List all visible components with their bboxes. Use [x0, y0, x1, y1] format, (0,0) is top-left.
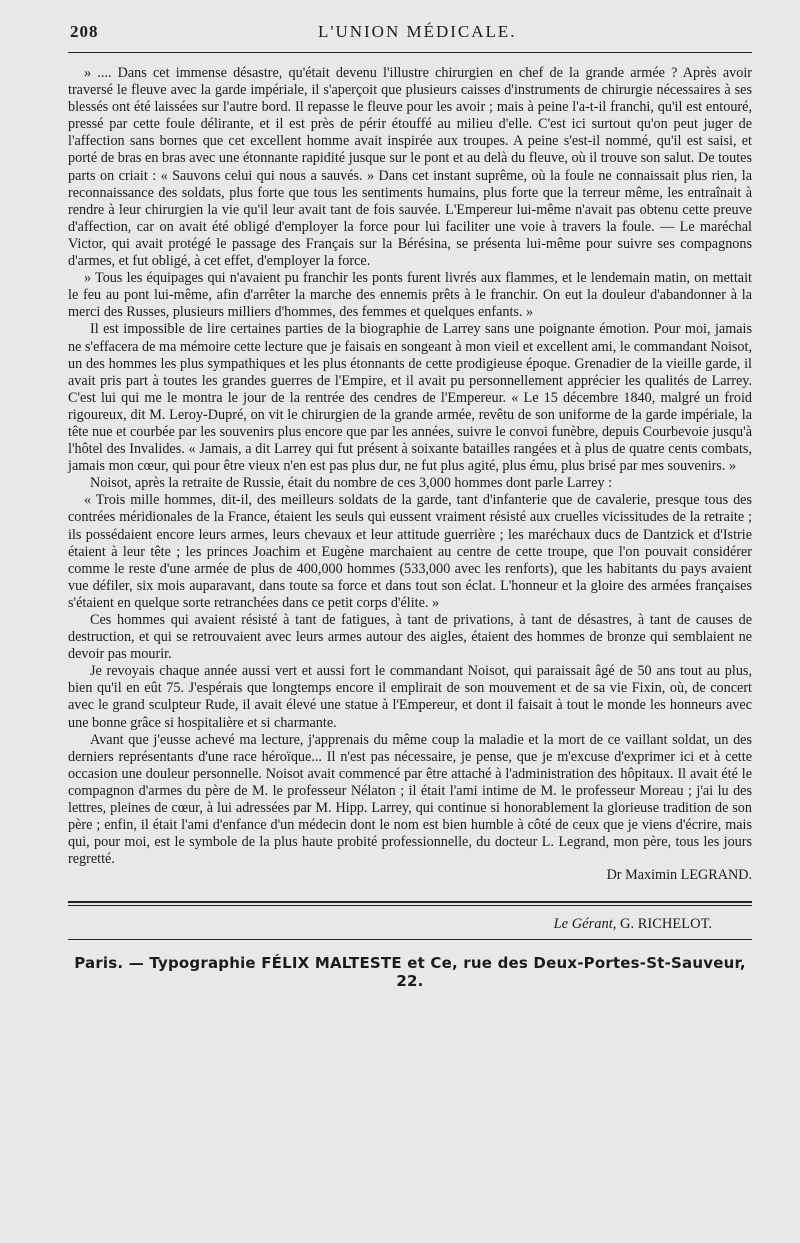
paragraph-trois-mille: « Trois mille hommes, dit-il, des meilleurs soldats de la garde, tant d'infanterie que de cavalerie, presque tous des contrées méridionales de la France, étaient les seuls qui eussent vraiment résisté aux cruelles vicissitudes de la retraite ; ils possédaient encore leurs armes, leurs chevaux et leur attitude guerrière ; les maréchaux ducs de Dantzick et d'Istrie étaient à leur tête ; les princes Joachim et Eugène marchaient au centre de cette troupe, que l'on pouvait considérer comme le reste d'une armée de plus de 400,000 hommes (533,000 avec les renforts), que les habitants du pays avaient vue défiler, six mois auparavant, dans toute sa force et dans tout son éclat. L'honneur et la gloire des armées françaises s'étaient en quelque sorte retranchées dans ce petit corps d'élite. »: [68, 492, 752, 611]
paragraph-mort: Avant que j'eusse achevé ma lecture, j'apprenais du même coup la maladie et la mort de ce vaillant soldat, un des derniers représentants d'une race héroïque... Il n'est pas nécessaire, je pense, que je m'excuse d'exprimer ici et à cette occasion une douleur personnelle. Noisot avait commencé par être attaché à l'administration des hôpitaux. Il avait été le compagnon d'armes du père de M. le professeur Nélaton ; il était l'ami intime de M. le professeur Moreau ; j'ai lu des lettres, pleines de cœur, à lui adressées par M. Hipp. Larrey, qui continue si honorablement la glorieuse tradition de son père ; enfin, il était l'ami d'enfance d'un médecin dont le nom est bien humble à côté de ceux que je viens d'écrire, mais qui, pour moi, est le symbole de la plus haute probité professionnelle, du docteur L. Legrand, mon père, tous les jours regretté.: [68, 731, 752, 868]
header-rule: [68, 52, 752, 53]
paragraph-fixin: Je revoyais chaque année aussi vert et aussi fort le commandant Noisot, qui paraissait âgé de 50 ans tout au plus, bien qu'il en eût 75. J'espérais que longtemps encore il emplirait de son mouvement et de sa vie Fixin, où, de concert avec le grand sculpteur Rude, il avait élevé une statue à l'Empereur, et dont il faisait à tout le monde les honneurs avec une bonne grâce si hospitalière et si charmante.: [68, 663, 752, 731]
footer-rule: [68, 939, 752, 940]
paragraph-hommes-bronze: Ces hommes qui avaient résisté à tant de fatigues, à tant de privations, à tant de désastres, à tant de causes de destruction, et qui se retrouvaient avec leurs armes autour des aigles, étaient des hommes de bronze qui semblaient ne devoir pas mourir.: [68, 612, 752, 663]
page-header: [68, 18, 752, 48]
signature-surname: LEGRAND.: [680, 867, 752, 884]
paragraph-equipages: » Tous les équipages qui n'avaient pu franchir les ponts furent livrés aux flammes, et le lendemain matin, on mettait le feu au pont lui-même, afin d'arrêter la marche des ennemis prêts à le franchir. On eut la douleur d'abandonner à la merci des Russes, plusieurs milliers d'hommes, des femmes et quelques enfants. »: [68, 270, 752, 321]
gerant-label: Le Gérant,: [553, 915, 617, 932]
paragraph-noisot-retraite: Noisot, après la retraite de Russie, était du nombre de ces 3,000 hommes dont parle Larrey :: [90, 475, 613, 492]
paragraph-biographie: Il est impossible de lire certaines parties de la biographie de Larrey sans une poignante émotion. Pour moi, jamais ne s'effacera de ma mémoire cette lecture que je faisais en songeant à mon vieil et excellent ami, le commandant Noisot, un des hommes les plus sympathiques et les plus étonnants de cette prodigieuse époque. Grenadier de la vieille garde, il avait pris part à toutes les grandes guerres de l'Empire, et il avait pu personnellement apprécier les qualités de Larrey. C'est lui qui me le montra le jour de la rentrée des cendres de l'Empereur. « Le 15 décembre 1840, malgré un froid rigoureux, dit M. Leroy-Dupré, on vit le chirurgien de la grande armée, revêtu de son uniforme de la garde impériale, la tête nue et courbée par les souvenirs plus encore que par les années, suivre le convoi funèbre, depuis Courbevoie jusqu'à l'hôtel des Invalides. « Jamais, a dit Larrey qui fut présent à soixante batailles rangées et à plus de quatre cents combats, jamais mon cœur, qui pour être vieux n'en est pas plus dur, ne fut plus agité, plus ému, plus brisé par mes souvenirs. »: [68, 321, 752, 475]
running-title: L'UNION MÉDICALE.: [318, 22, 517, 41]
gerant-line: [68, 916, 712, 933]
printer-imprint: Paris. — Typographie FÉLIX MALTESTE et Ce, rue des Deux-Portes-St-Sauveur, 22.: [74, 953, 746, 990]
article-body: [68, 65, 752, 885]
signature-prefix: Dr: [606, 867, 622, 884]
signature-name: Maximin: [625, 867, 678, 884]
footer-double-rule: [68, 901, 752, 906]
author-signature: [68, 867, 752, 884]
page-number: 208: [70, 22, 99, 41]
gerant-name: G. RICHELOT.: [620, 915, 712, 932]
paragraph-beresina: » .... Dans cet immense désastre, qu'était devenu l'illustre chirurgien en chef de la grande armée ? Après avoir traversé le fleuve avec la garde impériale, il s'aperçoit que plusieurs caisses d'instruments de chirurgie nécessaires à ses blessés ont été laissées sur l'autre bord. Il repasse le fleuve pour les avoir ; mais à peine l'a-t-il franchi, qu'il est entouré, pressé par cette foule délirante, et il est près de périr étouffé au milieu d'elle. C'est ici surtout qu'on peut juger de l'affection sans bornes que cet excellent homme avait inspirée aux troupes. A peine s'est-il nommé, qu'il est saisi, et porté de bras en bras avec une étonnante rapidité jusque sur le pont et au delà du fleuve, où il trouve son salut. De toutes parts on criait : « Sauvons celui qui nous a sauvés. » Dans cet instant suprême, où la foule ne connaissait plus rien, la reconnaissance des soldats, plus forte que tous les sentiments humains, plus forte que la terreur même, les entraînait à rendre à leur chirurgien la vie qu'il leur avait tant de fois sauvée. L'Empereur lui-même n'avait pas obtenu cette preuve d'affection, car on avait été obligé d'employer la force pour lui faciliter une voie à travers la foule. — Le maréchal Victor, qui avait protégé le passage des Français sur la Bérésina, se présenta lui-même pour suivre ses compagnons d'armes, et fut obligé, à cet effet, d'employer la force.: [68, 65, 752, 270]
